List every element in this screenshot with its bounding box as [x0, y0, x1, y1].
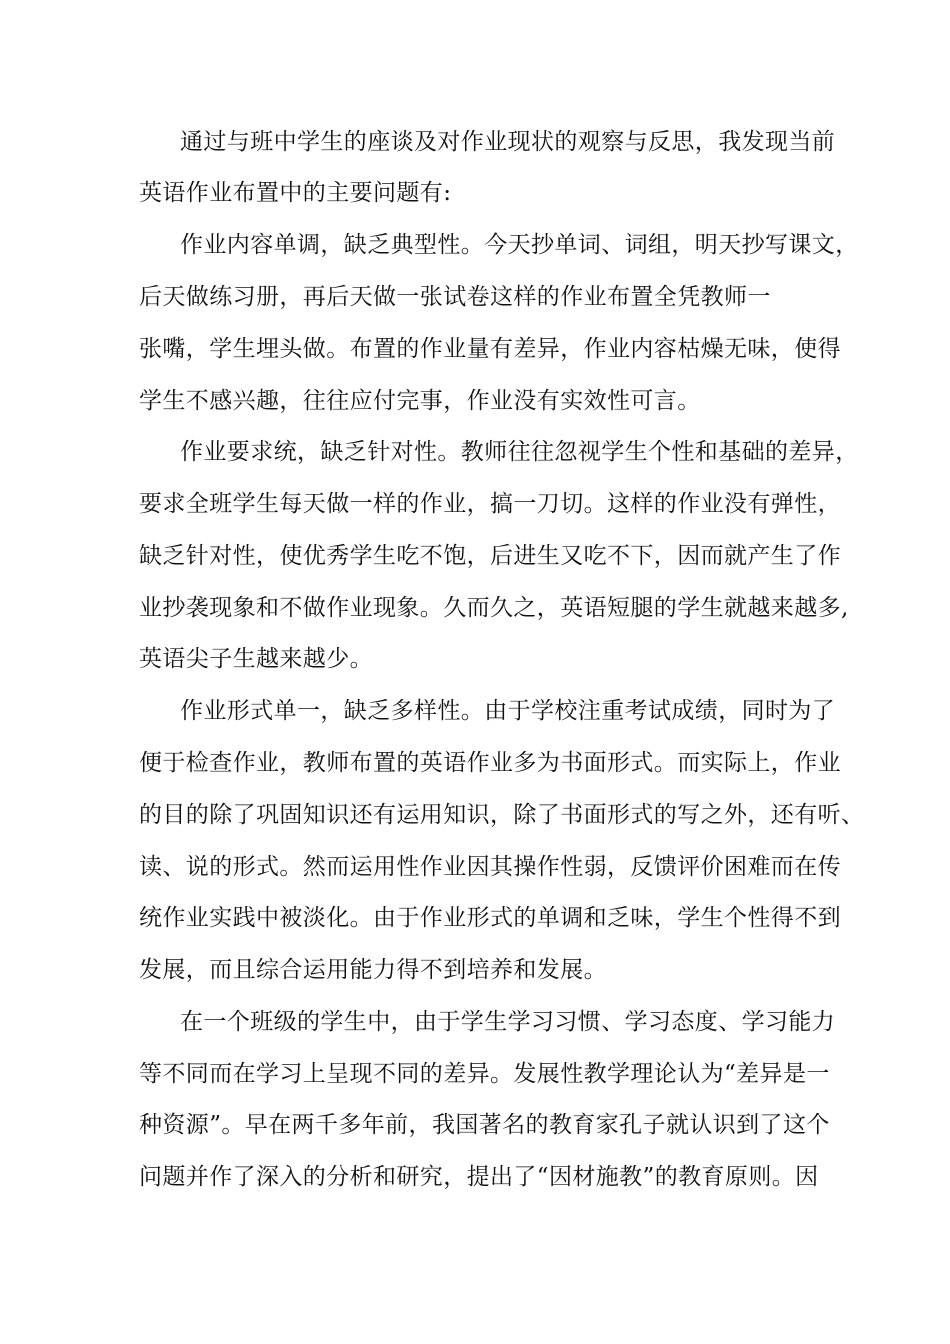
text-line: 英语作业布置中的主要问题有: [139, 180, 452, 206]
text-line: 的目的除了巩固知识还有运用知识，除了书面形式的写之外，还有听、 [139, 802, 865, 828]
text-line: 等不同而在学习上呈现不同的差异。发展性教学理论认为“差异是一 [139, 1061, 830, 1087]
text-line: 读、说的形式。然而运用性作业因其操作性弱，反馈评价困难而在传 [139, 854, 841, 880]
text-line: 便于检查作业，教师布置的英语作业多为书面形式。而实际上，作业 [139, 750, 841, 776]
text-line: 后天做练习册，再后天做一张试卷这样的作业布置全凭教师一 [139, 284, 771, 310]
text-line: 作业内容单调，缺乏典型性。今天抄单词、词组，明天抄写课文， [180, 232, 859, 258]
text-line: 业抄袭现象和不做作业现象。久而久之，英语短腿的学生就越来越多, [139, 595, 849, 621]
text-line: 张嘴，学生埋头做。布置的作业量有差异，作业内容枯燥无味，使得 [139, 336, 841, 362]
text-line: 通过与班中学生的座谈及对作业现状的观察与反思，我发现当前 [180, 129, 836, 155]
text-line: 学生不感兴趣，往往应付完事，作业没有实效性可言。 [139, 388, 701, 414]
text-line: 缺乏针对性，使优秀学生吃不饱，后进生又吃不下，因而就产生了作 [139, 543, 841, 569]
text-line: 种资源”。早在两千多年前，我国著名的教育家孔子就认识到了这个 [139, 1112, 830, 1138]
text-line: 作业要求统，缺乏针对性。教师往往忽视学生个性和基础的差异， [180, 439, 859, 465]
text-line: 英语尖子生越来越少。 [139, 646, 373, 672]
text-line: 在一个班级的学生中，由于学生学习习惯、学习态度、学习能力 [180, 1009, 836, 1035]
text-line: 发展，而且综合运用能力得不到培养和发展。 [139, 957, 607, 983]
text-line: 统作业实践中被淡化。由于作业形式的单调和乏味，学生个性得不到 [139, 905, 841, 931]
text-line: 问题并作了深入的分析和研究，提出了“因材施教”的教育原则。因 [139, 1164, 819, 1190]
text-line: 作业形式单一，缺乏多样性。由于学校注重考试成绩，同时为了 [180, 698, 836, 724]
text-line: 要求全班学生每天做一样的作业，搞一刀切。这样的作业没有弹性， [139, 491, 841, 517]
